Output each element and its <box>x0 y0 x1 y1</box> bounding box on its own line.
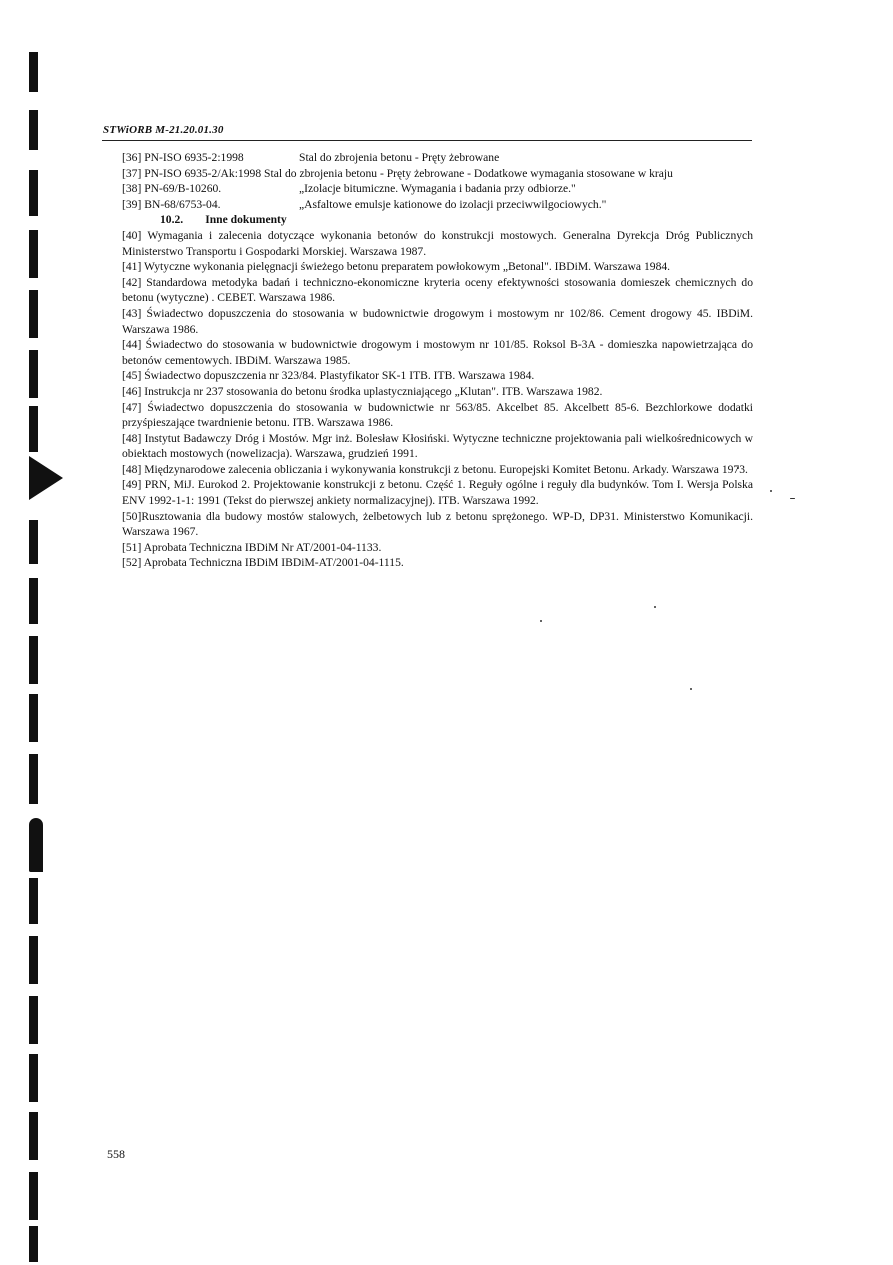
page-number: 558 <box>107 1147 125 1161</box>
reference-code: [36] PN-ISO 6935-2:1998 <box>122 151 244 164</box>
reference-code: [38] PN-69/B-10260. <box>122 182 222 196</box>
margin-hook-mark <box>29 818 43 872</box>
reference-entry <box>122 166 753 182</box>
reference-code: [39] BN-68/6753-04. <box>122 197 221 211</box>
margin-arrow-mark <box>29 456 63 500</box>
reference-entry <box>122 197 753 213</box>
scan-speck <box>770 490 772 492</box>
margin-mark <box>29 350 38 398</box>
reference-entry: [45] Świadectwo dopuszczenia nr 323/84. Plastyfikator SK-1 ITB. ITB. Warszawa 1984. <box>122 369 535 383</box>
margin-mark <box>29 170 38 216</box>
reference-title: „Asfaltowe emulsje kationowe do izolacji przeciwwilgociowych." <box>299 197 607 211</box>
margin-mark <box>29 936 38 984</box>
reference-entry <box>122 150 753 166</box>
running-header: STWiORB M-21.20.01.30 <box>103 124 224 136</box>
margin-mark <box>29 694 38 742</box>
reference-entry: [49] PRN, MiJ. Eurokod 2. Projektowanie konstrukcji z betonu. Część 1. Reguły ogólne i reguły dla budynków. Tom I. Wersja Polska ENV 1992-1-1: 1991 (Tekst do pierwszej ankiety normalizacyjnej). ITB. Warszawa 1992. <box>122 478 753 508</box>
margin-mark <box>29 878 38 924</box>
margin-mark <box>29 52 38 92</box>
scan-speck <box>654 606 656 608</box>
reference-entry: [48] Instytut Badawczy Dróg i Mostów. Mgr inż. Bolesław Kłosiński. Wytyczne techniczne projektowania pali wielkośrednicowych w obiektach mostowych (nowelizacja). Warszawa, grudzień 1991. <box>122 431 753 461</box>
margin-mark <box>29 1172 38 1220</box>
margin-mark <box>29 578 38 624</box>
margin-mark <box>29 1226 38 1262</box>
scan-speck <box>690 688 692 690</box>
reference-entry: [43] Świadectwo dopuszczenia do stosowania w budownictwie drogowym i mostowym nr 102/86. Cement drogowy 45. IBDiM. Warszawa 1986. <box>122 306 753 336</box>
reference-entry: [52] Aprobata Techniczna IBDiM IBDiM-AT/2001-04-1115. <box>122 556 404 570</box>
reference-entry: [48] Międzynarodowe zalecenia obliczania i wykonywania konstrukcji z betonu. Europejski Komitet Betonu. Arkady. Warszawa 1973. <box>122 462 748 476</box>
margin-mark <box>29 996 38 1044</box>
reference-entry: [44] Świadectwo do stosowania w budownictwie drogowym i mostowym nr 101/85. Roksol B-3A - domieszka napowietrzająca do betonów cementowych. IBDiM. Warszawa 1985. <box>122 338 753 367</box>
scan-speck <box>540 620 542 622</box>
section-heading <box>160 212 753 228</box>
section-number: 10.2. <box>160 213 184 227</box>
reference-entry: [51] Aprobata Techniczna IBDiM Nr AT/2001-04-1133. <box>122 540 382 554</box>
margin-mark <box>29 636 38 684</box>
section-title: Inne dokumenty <box>205 213 287 227</box>
margin-mark <box>29 520 38 564</box>
margin-mark <box>29 230 38 278</box>
reference-entry <box>122 181 753 197</box>
margin-mark <box>29 1112 38 1160</box>
reference-title: Stal do zbrojenia betonu - Pręty żebrowane <box>299 151 500 164</box>
header-rule <box>102 140 752 141</box>
scan-speck <box>790 498 795 499</box>
margin-mark <box>29 290 38 338</box>
reference-code: [37] PN-ISO 6935-2/Ak:1998 <box>122 166 262 180</box>
reference-title: „Izolacje bitumiczne. Wymagania i badania przy odbiorze." <box>299 182 576 196</box>
bibliography <box>122 150 753 571</box>
margin-mark <box>29 754 38 804</box>
reference-entry: [50]Rusztowania dla budowy mostów stalowych, żelbetowych lub z betonu sprężonego. WP-D, DP31. Ministerstwo Komunikacji. Warszawa 1967. <box>122 509 753 539</box>
reference-entry: [47] Świadectwo dopuszczenia do stosowania w budownictwie nr 563/85. Akcelbet 85. Akcelbett 85-6. Bezchlorkowe dodatki przyśpieszające twardnienie betonu. ITB. Warszawa 1986. <box>122 400 753 430</box>
margin-mark <box>29 406 38 452</box>
margin-mark <box>29 110 38 150</box>
reference-entry: [42] Standardowa metodyka badań i techniczno-ekonomiczne kryteria oceny efektywności stosowania domieszek chemicznych do betonu (wytyczne) . CEBET. Warszawa 1986. <box>122 275 753 305</box>
reference-title: Stal do zbrojenia betonu - Pręty żebrowane - Dodatkowe wymagania stosowane w kraju <box>264 166 673 180</box>
reference-entry: [40] Wymagania i zalecenia dotyczące wykonania betonów do konstrukcji mostowych. Generalna Dyrekcja Dróg Publicznych Ministerstwo Transportu i Gospodarki Morskiej. Warszawa 1987. <box>122 228 753 258</box>
margin-mark <box>29 1054 38 1102</box>
reference-entry: [41] Wytyczne wykonania pielęgnacji świeżego betonu preparatem powłokowym „Betonal". IBDiM. Warszawa 1984. <box>122 260 671 274</box>
reference-entry: [46] Instrukcja nr 237 stosowania do betonu środka uplastyczniającego „Klutan". ITB. Warszawa 1982. <box>122 384 603 398</box>
